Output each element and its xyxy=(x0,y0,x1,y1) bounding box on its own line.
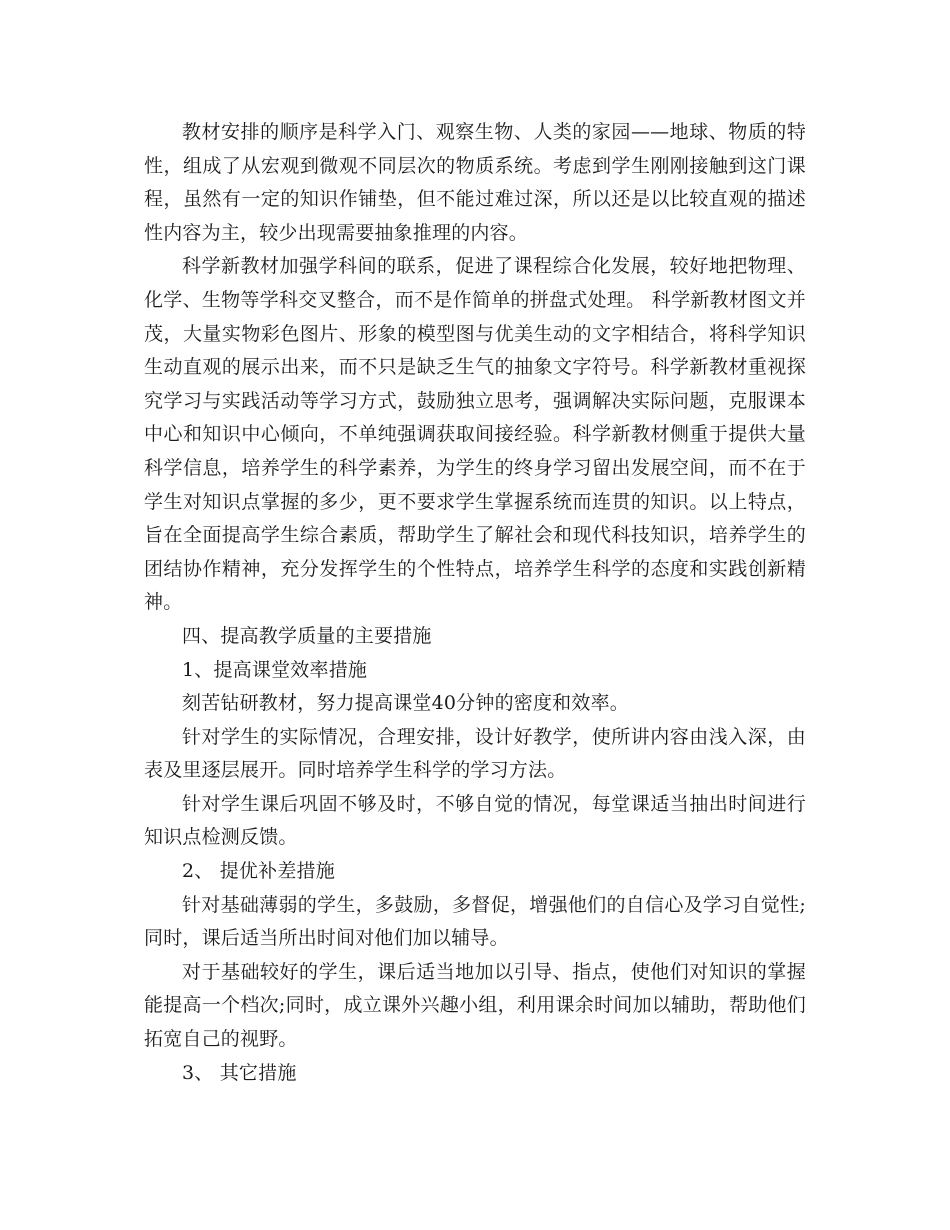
subheading-other-measures: 3、 其它措施 xyxy=(182,1061,297,1084)
section-heading-measures: 四、提高教学质量的主要措施 xyxy=(182,624,432,647)
paragraph-weak-students: 针对基础薄弱的学生，多鼓励，多督促，增强他们的自信心及学习自觉性;同时，课后适当所出时间对他们加以辅导。 xyxy=(144,893,806,950)
paragraph-student-situation: 针对学生的实际情况，合理安排，设计好教学，使所讲内容由浅入深，由表及里逐层展开。同时培养学生科学的学习方法。 xyxy=(144,725,806,782)
paragraph-after-class-feedback: 针对学生课后巩固不够及时，不够自觉的情况，每堂课适当抽出时间进行知识点检测反馈。 xyxy=(144,792,806,849)
document-body xyxy=(144,116,806,1090)
paragraph-textbook-order: 教材安排的顺序是科学入门、观察生物、人类的家园——地球、物质的特性，组成了从宏观到微观不同层次的物质系统。考虑到学生刚刚接触到这门课程，虽然有一定的知识作铺垫，但不能过难过深，所以还是以比较直观的描述性内容为主，较少出现需要抽象推理的内容。 xyxy=(144,121,806,244)
paragraph-study-materials: 刻苦钻研教材，努力提高课堂40分钟的密度和效率。 xyxy=(182,692,629,715)
subheading-classroom-efficiency: 1、提高课堂效率措施 xyxy=(182,658,368,681)
paragraph-strong-students: 对于基础较好的学生，课后适当地加以引导、指点，使他们对知识的掌握能提高一个档次;同时，成立课外兴趣小组，利用课余时间加以辅助，帮助他们拓宽自己的视野。 xyxy=(144,960,806,1051)
subheading-tutoring-measures: 2、 提优补差措施 xyxy=(182,860,335,883)
paragraph-new-textbook-features: 科学新教材加强学科间的联系，促进了课程综合化发展，较好地把物理、化学、生物等学科交叉整合，而不是作简单的拼盘式处理。 科学新教材图文并茂，大量实物彩色图片、形象的模型图与优美生动的文字相结合，将科学知识生动直观的展示出来，而不只是缺乏生气的抽象文字符号。科学新教材重视探究学习与实践活动等学习方式，鼓励独立思考，强调解决实际问题，克服课本中心和知识中心倾向，不单纯强调获取间接经验。科学新教材侧重于提供大量科学信息，培养学生的科学素养，为学生的终身学习留出发展空间，而不在于学生对知识点掌握的多少，更不要求学生掌握系统而连贯的知识。以上特点，旨在全面提高学生综合素质，帮助学生了解社会和现代科技知识，培养学生的团结协作精神，充分发挥学生的个性特点，培养学生科学的态度和实践创新精神。 xyxy=(144,255,806,614)
